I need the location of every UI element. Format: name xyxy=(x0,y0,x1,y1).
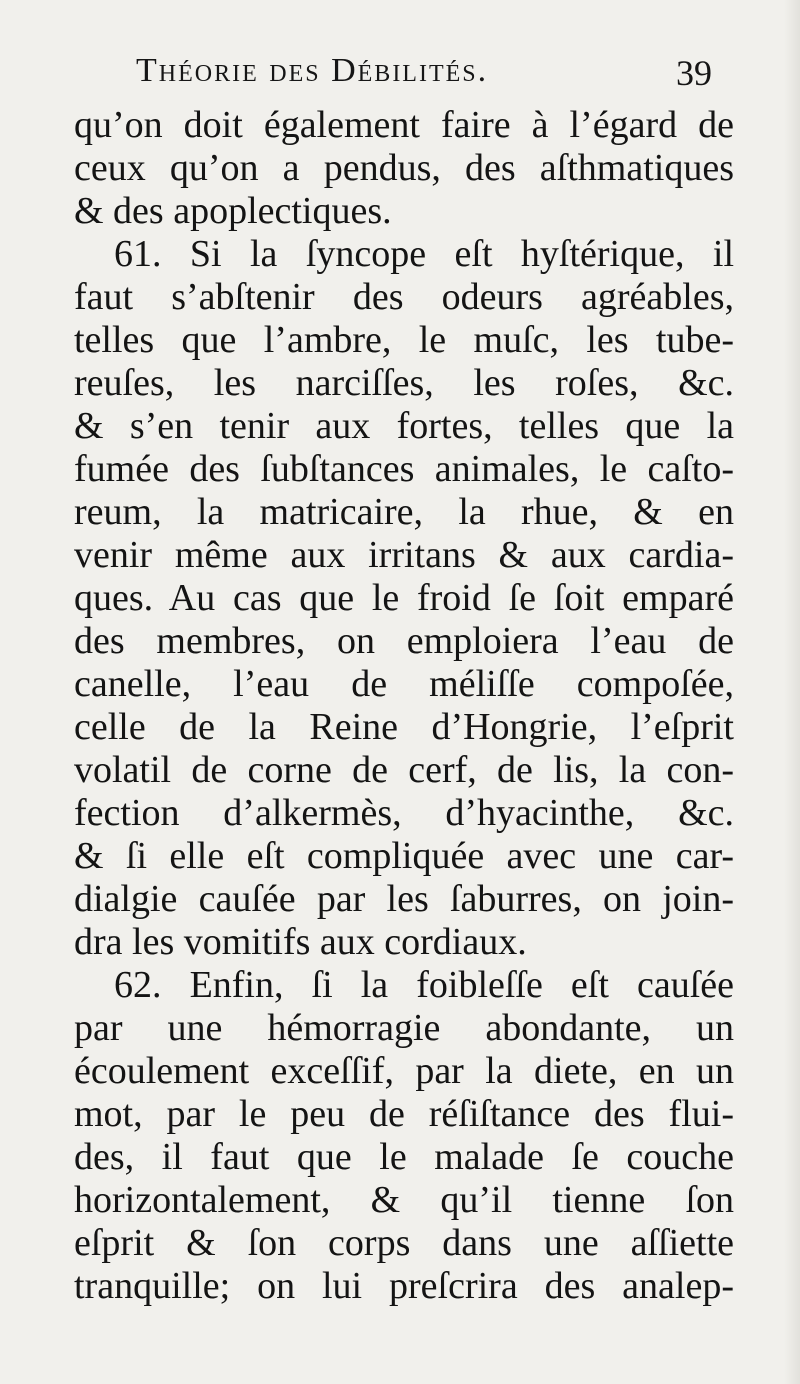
text-line: dra les vomitifs aux cordiaux. xyxy=(74,921,527,963)
page-header xyxy=(80,48,720,100)
text-line: dialgie cauſée par les ſaburres, on join- xyxy=(74,878,734,920)
text-line: venir même aux irritans & aux cardia- xyxy=(74,534,734,576)
text-line: volatil de corne de cerf, de lis, la con- xyxy=(74,749,734,791)
text-line: & s’en tenir aux fortes, telles que la xyxy=(74,405,734,447)
text-line: reum, la matricaire, la rhue, & en xyxy=(74,491,734,533)
text-line: des membres, on emploiera l’eau de xyxy=(74,620,734,662)
text-line: celle de la Reine d’Hongrie, l’eſprit xyxy=(74,706,734,748)
page-number: 39 xyxy=(676,53,712,93)
text-line: ceux qu’on a pendus, des aſthmatiques xyxy=(74,147,734,189)
text-line: faut s’abſtenir des odeurs agréables, xyxy=(74,276,734,318)
text-line: telles que l’ambre, le muſc, les tube- xyxy=(74,319,734,361)
text-line: par une hémorragie abondante, un xyxy=(74,1007,734,1049)
text-line: des, il faut que le malade ſe couche xyxy=(74,1136,734,1178)
page-edge-shadow xyxy=(784,0,800,1384)
text-line: fection d’alkermès, d’hyacinthe, &c. xyxy=(74,792,734,834)
text-line: tranquille; on lui preſcrira des analep- xyxy=(74,1265,734,1307)
paragraph-61-start: 61. Si la ſyncope eſt hyſtérique, il xyxy=(114,233,734,275)
text-line: & des apoplectiques. xyxy=(74,190,392,232)
text-line: eſprit & ſon corps dans une aſſiette xyxy=(74,1222,734,1264)
text-line: ques. Au cas que le froid ſe ſoit emparé xyxy=(74,577,734,619)
text-line: horizontalement, & qu’il tienne ſon xyxy=(74,1179,734,1221)
text-line: reuſes, les narciſſes, les roſes, &c. xyxy=(74,362,734,404)
paragraph-62-start: 62. Enfin, ſi la foibleſſe eſt cauſée xyxy=(114,964,734,1006)
body-text xyxy=(74,104,734,1308)
text-line: & ſi elle eſt compliquée avec une car- xyxy=(74,835,734,877)
text-line: fumée des ſubſtances animales, le caſto- xyxy=(74,448,734,490)
text-line: qu’on doit également faire à l’égard de xyxy=(74,104,734,146)
text-line: canelle, l’eau de méliſſe compoſée, xyxy=(74,663,734,705)
text-line: écoulement exceſſif, par la diete, en un xyxy=(74,1050,734,1092)
text-line: mot, par le peu de réſiſtance des flui- xyxy=(74,1093,734,1135)
running-title: Théorie des Débilités. xyxy=(136,52,489,89)
